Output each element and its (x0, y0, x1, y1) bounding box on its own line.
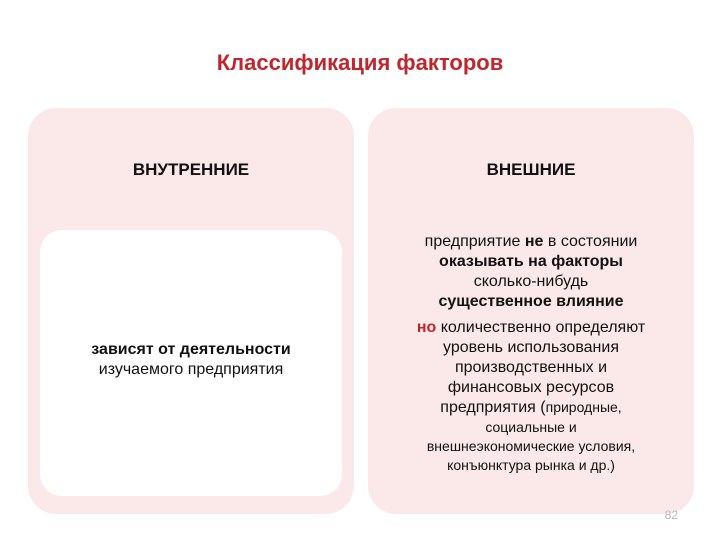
external-p2-line-4: финансовых ресурсов (447, 379, 615, 396)
external-p1-text-b: в состоянии (543, 233, 638, 250)
external-p2-text-a: количественно определяют (436, 319, 646, 336)
external-p2-line-5a: предприятия ( (440, 399, 546, 416)
external-p2-line-3: производственных и (454, 359, 608, 376)
page-number: 82 (664, 508, 678, 522)
external-p1-line-3: сколько-нибудь (473, 273, 589, 290)
slide-title: Классификация факторов (216, 50, 504, 75)
external-description (368, 232, 694, 475)
external-p2-line-2: уровень использования (443, 339, 619, 356)
external-heading: ВНЕШНИЕ (486, 160, 576, 179)
internal-heading: ВНУТРЕННИЕ (132, 160, 250, 179)
external-p1-text-a: предприятие (424, 233, 525, 250)
external-p2-line-5b: природные, (545, 399, 622, 415)
external-p1-line-1 (368, 232, 694, 252)
external-p2-line-1 (368, 318, 694, 338)
external-factors-panel (368, 108, 694, 514)
external-p1-line-4: существенное влияние (438, 293, 624, 310)
internal-line-1: зависят от деятельности (91, 341, 291, 358)
external-p1-not: не (524, 233, 544, 250)
internal-line-2: изучаемого предприятия (98, 361, 284, 378)
external-p2-line-5 (368, 398, 694, 418)
internal-description (28, 340, 354, 380)
external-p2-line-8: конъюнктура рынка и др.) (447, 457, 615, 473)
external-p2-line-6: социальные и (485, 419, 577, 435)
external-p2-but: но (416, 319, 437, 336)
external-p2-line-7: внешнеэкономические условия, (426, 438, 636, 454)
external-p1-line-2: оказывать на факторы (439, 253, 623, 270)
internal-factors-panel (28, 108, 354, 514)
